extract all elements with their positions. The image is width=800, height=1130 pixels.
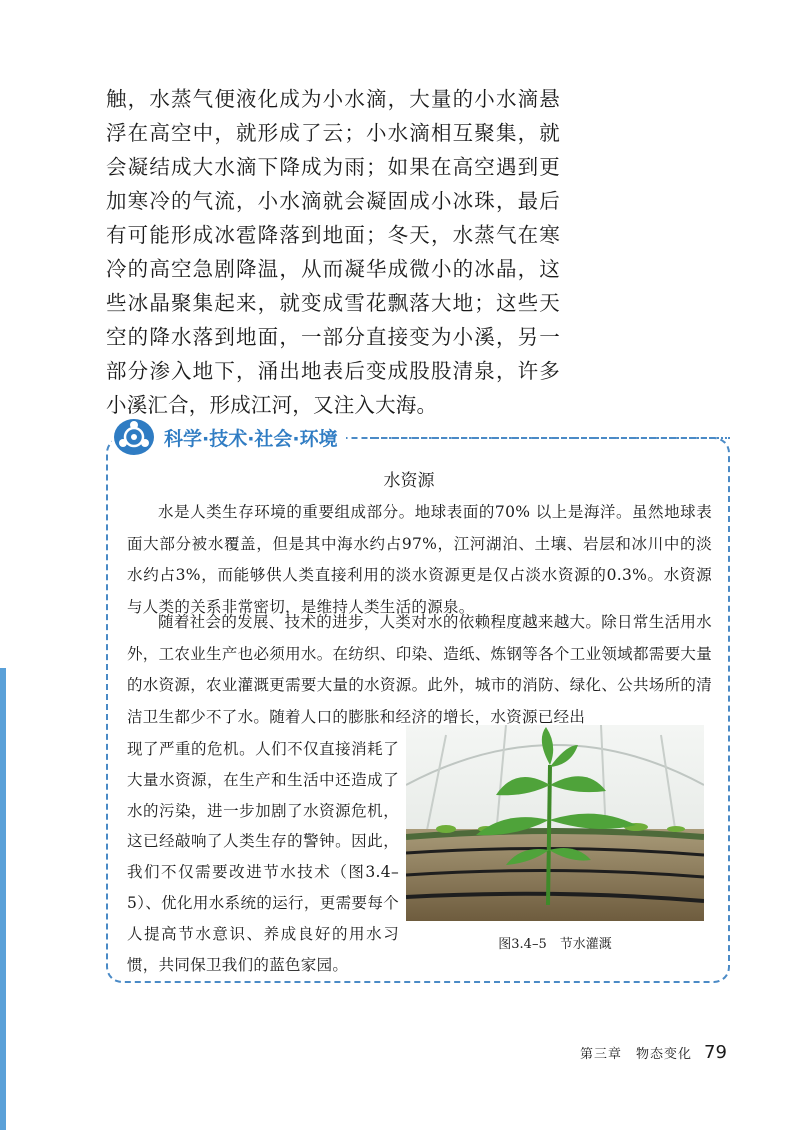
box-paragraph-1: 水是人类生存环境的重要组成部分。地球表面的70% 以上是海洋。虽然地球表面大部分被水覆盖，但是其中海水约占97%，江河湖泊、土壤、岩层和冰川中的淡水约占3%，而能够供人类直接利用的淡水资源更是仅占淡水资源的0.3%。水资源与人类的关系非常密切，是维持人类生活的源泉。 [127, 503, 712, 616]
page-edge-bar [0, 668, 6, 1130]
box-paragraph-2-continued: 现了严重的危机。人们不仅直接消耗了大量水资源，在生产和生活中还造成了水的污染，进一步加剧了水资源危机，这已经敲响了人类生存的警钟。因此，我们不仅需要改进节水技术（图3.4–5）、优化用水系统的运行，更需要每个人提高节水意识、养成良好的用水习惯，共同保卫我们的蓝色家园。 [127, 740, 399, 974]
page-number: 79 [704, 1042, 727, 1063]
sidebar-header [112, 417, 346, 457]
sidebar-header-title: 科学·技术·社会·环境 [164, 427, 338, 450]
box-title: 水资源 [383, 471, 435, 491]
main-paragraph: 触，水蒸气便液化成为小水滴，大量的小水滴悬浮在高空中，就形成了云；小水滴相互聚集，就会凝结成大水滴下降成为雨；如果在高空遇到更加寒冷的气流，小水滴就会凝固成小冰珠，最后有可能形成冰雹降落到地面；冬天，水蒸气在寒冷的高空急剧降温，从而凝华成微小的冰晶，这些冰晶聚集起来，就变成雪花飘落大地；这些天空的降水落到地面，一部分直接变为小溪，另一部分渗入地下，涌出地表后变成股股清泉，许多小溪汇合，形成江河，又注入大海。 [106, 87, 560, 417]
atom-icon [112, 417, 156, 457]
header-divider [370, 437, 730, 439]
page-footer [580, 1042, 727, 1063]
chapter-label: 第三章 物态变化 [580, 1047, 693, 1062]
drip-irrigation-photo [406, 725, 704, 921]
figure-caption: 图3.4–5 节水灌溉 [498, 937, 612, 952]
box-paragraph-2: 随着社会的发展、技术的进步，人类对水的依赖程度越来越大。除日常生活用水外，工农业生产也必须用水。在纺织、印染、造纸、炼钢等各个工业领域都需要大量的水资源，农业灌溉更需要大量的水资源。此外，城市的消防、绿化、公共场所的清洁卫生都少不了水。随着人口的膨胀和经济的增长，水资源已经出 [127, 613, 712, 726]
